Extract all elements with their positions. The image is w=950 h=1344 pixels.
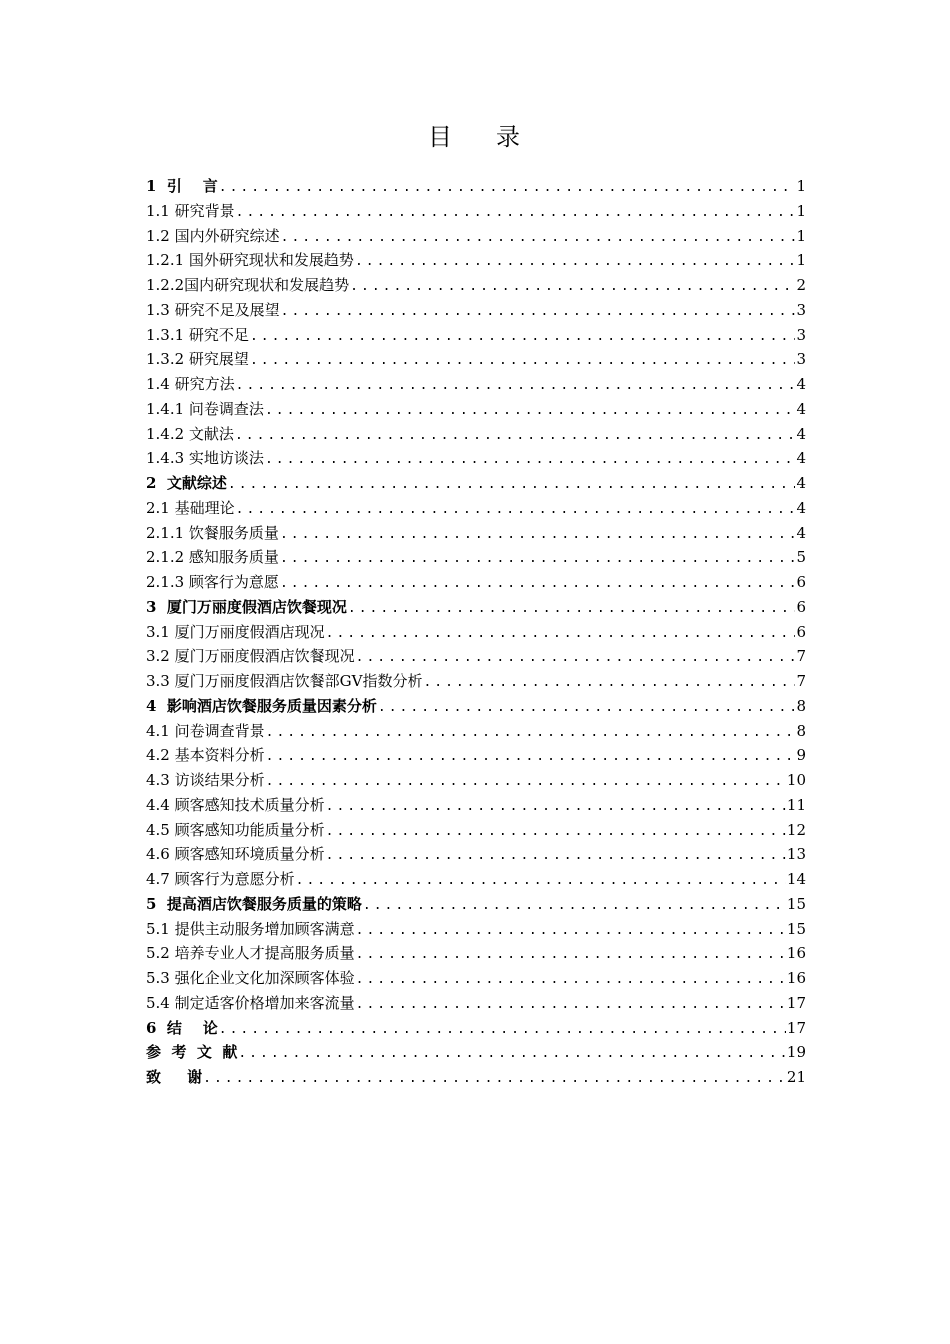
toc-dot-leader [281,226,795,251]
toc-chapter-entry[interactable] [146,471,806,496]
toc-dot-leader [356,968,786,993]
toc-dot-leader [203,1067,786,1092]
toc-section-entry[interactable] [146,644,806,669]
toc-page-number: 7 [796,672,806,690]
toc-entry-label: 3.1 厦门万丽度假酒店现况 [146,622,325,641]
toc-entry-label: 1.3 研究不足及展望 [146,300,280,319]
toc-page-number: 1 [796,177,806,195]
toc-entry-label: 5 提高酒店饮餐服务质量的策略 [146,894,362,913]
toc-entry-label: 4.5 顾客感知功能质量分析 [146,820,325,839]
toc-entry-label: 1.3.2 研究展望 [146,350,249,369]
toc-page-number: 12 [786,820,806,839]
toc-dot-leader [356,943,786,968]
toc-page-number: 4 [796,399,806,418]
toc-chapter-entry[interactable] [146,1065,806,1090]
toc-section-entry[interactable] [146,273,806,298]
toc-entry-label: 6 结 论 [146,1018,218,1037]
toc-dot-leader [236,201,795,226]
toc-entry-label: 1.4.2 文献法 [146,424,234,443]
toc-entry-label: 4.7 顾客行为意愿分析 [146,870,295,888]
toc-chapter-entry[interactable] [146,1016,806,1041]
toc-page-number: 3 [796,350,806,369]
toc-section-entry[interactable] [146,991,806,1016]
toc-page-number: 5 [796,548,806,567]
toc-entry-label: 5.4 制定适客价格增加来客流量 [146,993,355,1012]
toc-dot-leader [235,424,795,449]
toc-section-entry[interactable] [146,719,806,744]
toc-dot-leader [355,250,795,275]
toc-dot-leader [250,349,795,374]
toc-page-number: 3 [796,325,806,344]
toc-section-entry[interactable] [146,966,806,991]
table-of-contents [146,174,806,1090]
toc-entry-label: 4.4 顾客感知技术质量分析 [146,795,325,814]
toc-section-entry[interactable] [146,422,806,447]
toc-dot-leader [265,448,795,473]
toc-chapter-entry[interactable] [146,1040,806,1065]
toc-section-entry[interactable] [146,521,806,546]
toc-page-number: 1 [796,251,806,270]
toc-page-number: 6 [796,573,806,591]
toc-page-number: 13 [786,845,806,864]
toc-dot-leader [326,844,786,869]
toc-page-number: 2 [796,276,806,294]
toc-entry-label: 4.3 访谈结果分析 [146,771,265,789]
toc-chapter-entry[interactable] [146,694,806,719]
toc-dot-leader [266,721,795,746]
toc-dot-leader [236,374,795,399]
toc-entry-label: 3.3 厦门万丽度假酒店饮餐部GV指数分析 [146,672,423,690]
toc-dot-leader [423,671,795,696]
toc-entry-label: 致 谢 [146,1068,203,1086]
toc-section-entry[interactable] [146,446,806,471]
toc-dot-leader [326,820,786,845]
toc-dot-leader [250,325,795,350]
toc-page-number: 17 [786,993,806,1012]
toc-section-entry[interactable] [146,372,806,397]
toc-section-entry[interactable] [146,917,806,942]
toc-entry-label: 5.1 提供主动服务增加顾客满意 [146,919,355,938]
toc-entry-label: 1.2.1 国外研究现状和发展趋势 [146,251,354,270]
toc-entry-label: 3.2 厦门万丽度假酒店饮餐现况 [146,647,355,666]
toc-page-number: 4 [796,424,806,443]
toc-entry-label: 参 考 文 献 [146,1043,238,1062]
toc-page-number: 3 [796,300,806,319]
toc-section-entry[interactable] [146,347,806,372]
toc-dot-leader [356,919,786,944]
toc-page-number: 8 [796,696,806,715]
toc-section-entry[interactable] [146,620,806,645]
toc-entry-label: 4 影响酒店饮餐服务质量因素分析 [146,696,377,715]
toc-entry-label: 2.1 基础理论 [146,498,235,517]
toc-section-entry[interactable] [146,669,806,694]
toc-dot-leader [228,473,795,498]
toc-section-entry[interactable] [146,941,806,966]
toc-page-number: 16 [786,969,806,987]
toc-dot-leader [326,622,795,647]
toc-dot-leader [265,399,795,424]
toc-page-number: 6 [796,597,806,616]
toc-page-number: 4 [796,498,806,517]
toc-chapter-entry[interactable] [146,174,806,199]
toc-section-entry[interactable] [146,248,806,273]
toc-entry-label: 1.4.3 实地访谈法 [146,449,264,468]
toc-page-number: 11 [786,795,806,814]
toc-section-entry[interactable] [146,224,806,249]
toc-dot-leader [348,597,795,622]
toc-section-entry[interactable] [146,793,806,818]
toc-page-number: 1 [796,201,806,220]
toc-page-number: 17 [786,1018,806,1037]
toc-page-number: 10 [786,771,806,789]
toc-section-entry[interactable] [146,496,806,521]
toc-dot-leader [266,745,795,770]
toc-entry-label: 3 厦门万丽度假酒店饮餐现况 [146,597,347,616]
toc-dot-leader [280,572,795,597]
toc-dot-leader [350,275,795,300]
toc-page-number: 7 [796,647,806,666]
toc-page-number: 16 [786,944,806,963]
toc-page-number: 1 [796,226,806,245]
toc-entry-label: 5.2 培养专业人才提高服务质量 [146,944,355,963]
toc-entry-label: 1 引 言 [146,177,218,195]
toc-section-entry[interactable] [146,768,806,793]
toc-dot-leader [363,894,786,919]
toc-page-number: 9 [796,746,806,765]
toc-dot-leader [296,869,786,894]
toc-page-number: 14 [786,870,806,888]
toc-entry-label: 2.1.1 饮餐服务质量 [146,523,279,542]
toc-section-entry[interactable] [146,818,806,843]
toc-section-entry[interactable] [146,867,806,892]
title-char-right: 录 [496,123,522,151]
toc-entry-label: 2 文献综述 [146,474,227,492]
toc-entry-label: 4.1 问卷调查背景 [146,721,265,740]
toc-page-number: 19 [786,1043,806,1062]
toc-entry-label: 1.2.2国内研究现状和发展趋势 [146,276,350,294]
toc-entry-label: 4.2 基本资料分析 [146,746,265,765]
toc-dot-leader [326,795,786,820]
toc-entry-label: 5.3 强化企业文化加深顾客体验 [146,969,355,987]
toc-entry-label: 2.1.2 感知服务质量 [146,548,279,567]
toc-entry-label: 1.4 研究方法 [146,375,235,393]
toc-section-entry[interactable] [146,545,806,570]
toc-dot-leader [219,1018,786,1043]
toc-dot-leader [356,646,795,671]
toc-section-entry[interactable] [146,570,806,595]
toc-chapter-entry[interactable] [146,595,806,620]
toc-dot-leader [356,993,786,1018]
toc-entry-label: 1.2 国内外研究综述 [146,226,280,245]
toc-section-entry[interactable] [146,842,806,867]
toc-dot-leader [280,547,795,572]
toc-chapter-entry[interactable] [146,892,806,917]
toc-section-entry[interactable] [146,199,806,224]
toc-page-number: 4 [796,474,806,492]
toc-dot-leader [280,523,795,548]
toc-section-entry[interactable] [146,323,806,348]
toc-dot-leader [236,498,795,523]
toc-section-entry[interactable] [146,743,806,768]
toc-page-number: 4 [796,375,806,393]
toc-page-number: 4 [796,449,806,468]
toc-page-number: 4 [796,523,806,542]
toc-dot-leader [378,696,795,721]
toc-section-entry[interactable] [146,298,806,323]
title-char-left: 目 [428,123,454,151]
toc-dot-leader [266,770,786,795]
toc-page-number: 6 [796,622,806,641]
toc-dot-leader [281,300,795,325]
toc-page-number: 21 [786,1068,806,1086]
toc-entry-label: 1.1 研究背景 [146,201,235,220]
toc-dot-leader [238,1042,786,1067]
toc-page-number: 15 [786,894,806,913]
toc-entry-label: 4.6 顾客感知环境质量分析 [146,845,325,864]
toc-page-number: 8 [796,721,806,740]
toc-entry-label: 1.3.1 研究不足 [146,325,249,344]
toc-entry-label: 1.4.1 问卷调查法 [146,399,264,418]
toc-page-number: 15 [786,919,806,938]
page-title [0,120,950,154]
toc-dot-leader [219,176,795,201]
toc-section-entry[interactable] [146,397,806,422]
toc-entry-label: 2.1.3 顾客行为意愿 [146,573,279,591]
